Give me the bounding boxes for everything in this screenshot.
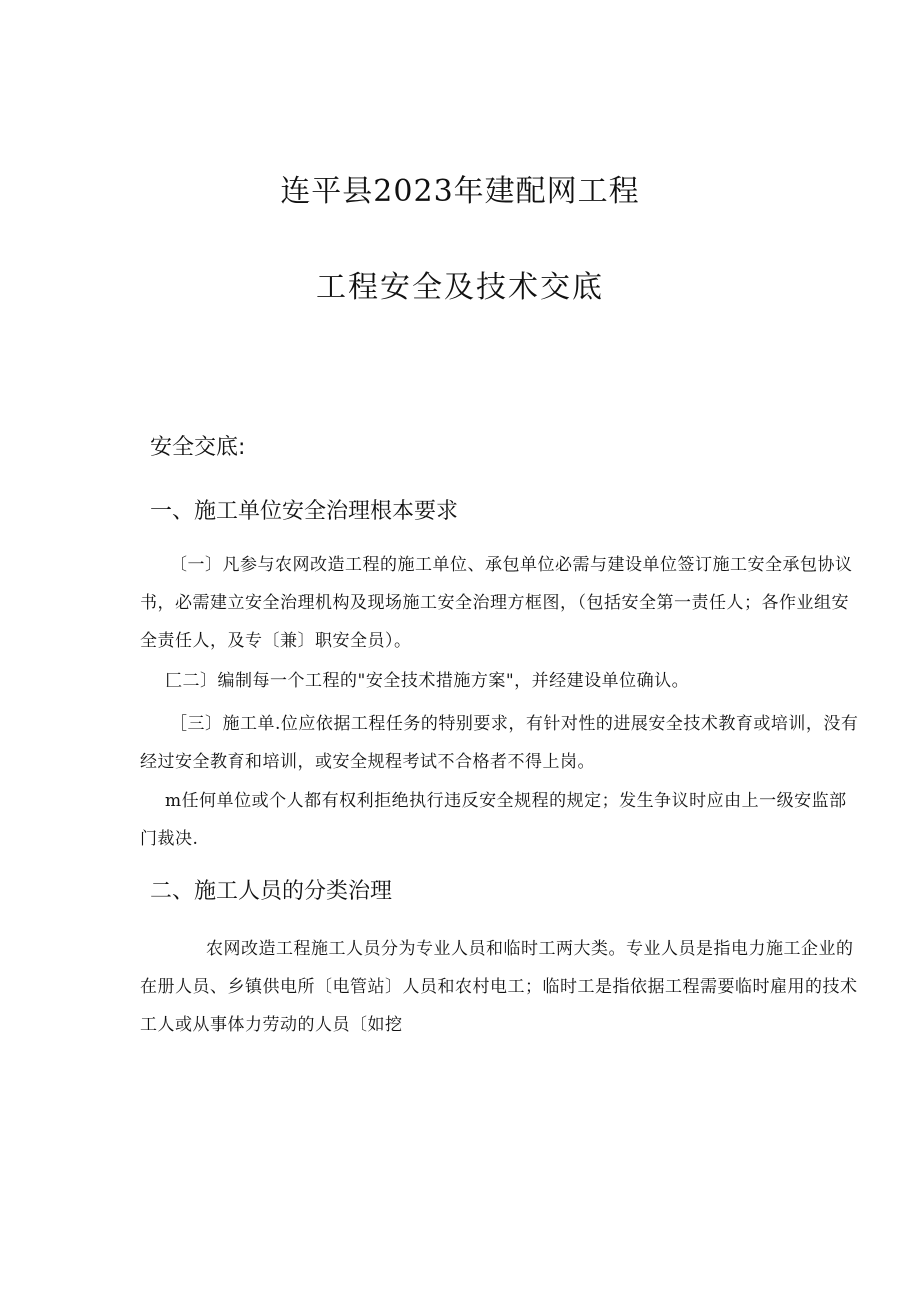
section-1-paragraph-4: m任何单位或个人都有权利拒绝执行违反安全规程的规定；发生争议时应由上一级安监部门裁决. — [140, 791, 847, 849]
section-1-paragraph-1: 〔一〕凡参与农网改造工程的施工单位、承包单位必需与建设单位签订施工安全承包协议书，必需建立安全治理机构及现场施工安全治理方框图，（包括安全第一责任人；各作业组安全责任人，及专〔兼〕职安全员）。 — [140, 555, 853, 651]
safety-briefing-label: 安全交底: — [150, 435, 246, 460]
section-1-heading: 一、施工单位安全治理根本要求 — [150, 499, 459, 524]
document-title-line1: 连平县2023年建配网工程 — [280, 174, 640, 209]
section-2-paragraph-1: 农网改造工程施工人员分为专业人员和临时工两大类。专业人员是指电力施工企业的在册人员、乡镇供电所〔电管站〕人员和农村电工；临时工是指依据工程需要临时雇用的技术工人或从事体力劳动的人员〔如挖 — [140, 939, 858, 1035]
section-1-paragraph-2: 匚二〕编制每一个工程的"安全技术措施方案"，并经建设单位确认。 — [165, 671, 690, 691]
section-1-paragraph-3: ［三〕施工单.位应依据工程任务的特别要求，有针对性的进展安全技术教育或培训，没有经过安全教育和培训，或安全规程考试不合格者不得上岗。 — [140, 714, 859, 772]
section-2-heading: 二、施工人员的分类治理 — [150, 879, 393, 904]
document-title-line2: 工程安全及技术交底 — [316, 270, 604, 305]
